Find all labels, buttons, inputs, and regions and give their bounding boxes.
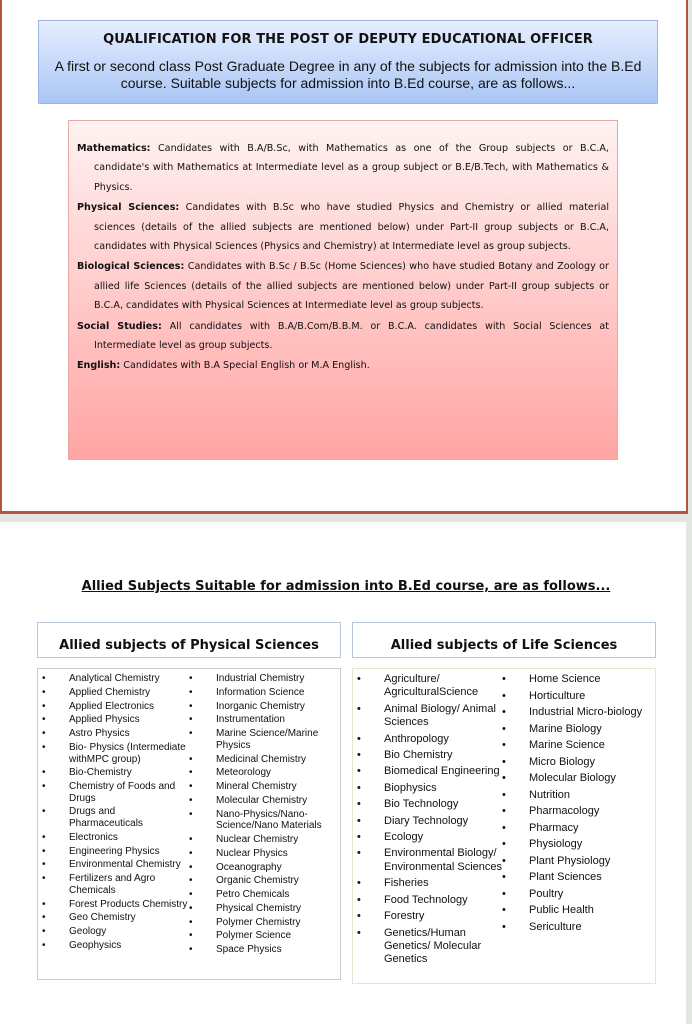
bullet-icon: • — [357, 732, 361, 745]
bullet-icon: • — [357, 910, 361, 923]
list-item — [498, 690, 658, 703]
bullet-icon: • — [502, 805, 506, 817]
list-item — [353, 894, 505, 907]
bullet-icon: • — [502, 838, 506, 850]
subject-label: Physical Sciences: — [77, 202, 180, 214]
list-item — [353, 782, 505, 795]
list-item — [38, 767, 190, 779]
bullet-icon: • — [42, 898, 46, 910]
bullet-icon: • — [357, 893, 361, 906]
list-item — [38, 714, 190, 726]
list-item-text: Animal Biology/ Animal Sciences — [384, 702, 496, 729]
list-item-text: Agriculture/ AgriculturalScience — [384, 673, 479, 699]
bullet-icon: • — [502, 854, 506, 867]
list-item-text: Food Technology — [384, 893, 468, 906]
bullet-icon: • — [42, 728, 46, 740]
list-item — [185, 930, 345, 942]
list-item — [38, 846, 190, 858]
list-item — [185, 903, 345, 915]
list-item-text: Horticulture — [529, 689, 586, 702]
qualification-page — [0, 0, 688, 514]
list-item — [353, 765, 505, 778]
list-item — [498, 855, 658, 868]
list-item-text: Analytical Chemistry — [69, 673, 160, 684]
list-item — [185, 875, 345, 887]
list-item-text: Marine Biology — [529, 722, 602, 735]
list-item-text: Fisheries — [384, 877, 429, 890]
bullet-icon: • — [357, 702, 361, 715]
list-item-text: Biophysics — [384, 781, 437, 794]
list-item-text: Molecular Biology — [529, 772, 616, 784]
list-item-text: Environmental Biology/ Environmental Sciences — [384, 847, 503, 873]
allied-subjects-heading: Allied Subjects Suitable for admission into B.Ed course, are as follows... — [81, 579, 611, 594]
bullet-icon: • — [357, 765, 361, 778]
bullet-icon: • — [42, 686, 46, 698]
list-item-text: Fertilizers and Agro Chemicals — [69, 873, 156, 896]
list-item-text: Poultry — [529, 887, 564, 900]
list-item — [353, 847, 505, 874]
list-item-text: Medicinal Chemistry — [216, 753, 307, 765]
subject-criteria-item — [77, 317, 609, 356]
bullet-icon: • — [502, 706, 506, 718]
allied-subjects-page — [0, 522, 686, 1024]
bullet-icon: • — [189, 834, 193, 845]
subject-label: English: — [77, 360, 121, 372]
bullet-icon: • — [42, 781, 46, 793]
bullet-icon: • — [357, 814, 361, 827]
subject-criteria-item — [77, 139, 609, 197]
bullet-icon: • — [502, 920, 506, 933]
bullet-icon: • — [189, 767, 193, 779]
bullet-icon: • — [357, 749, 361, 762]
bullet-icon: • — [357, 847, 361, 860]
list-item — [353, 733, 505, 746]
list-item — [185, 834, 345, 846]
list-item-text: Applied Chemistry — [69, 686, 151, 698]
list-item — [353, 910, 505, 923]
list-item — [38, 940, 190, 952]
list-item — [498, 789, 658, 802]
bullet-icon: • — [42, 831, 46, 843]
list-item — [38, 701, 190, 713]
list-item — [38, 742, 190, 765]
list-item-text: Nuclear Physics — [216, 847, 288, 859]
life-sciences-list — [352, 668, 656, 984]
list-item — [38, 806, 190, 829]
list-item-text: Sericulture — [529, 920, 582, 933]
list-item — [38, 926, 190, 938]
list-item-text: Public Health — [529, 904, 594, 916]
list-item-text: Plant Sciences — [529, 871, 602, 883]
list-item — [185, 673, 345, 685]
bullet-icon: • — [502, 673, 506, 685]
list-item — [353, 927, 505, 967]
list-item-text: Organic Chemistry — [216, 875, 299, 887]
subject-label: Mathematics: — [77, 143, 151, 154]
list-item-text: Applied Physics — [69, 714, 140, 726]
list-item-text: Physiology — [529, 838, 583, 850]
qualification-heading: QUALIFICATION FOR THE POST OF DEPUTY EDUCATIONAL OFFICER — [103, 32, 593, 47]
list-item-text: Nano-Physics/Nano-Science/Nano Materials — [216, 808, 322, 832]
bullet-icon: • — [42, 859, 46, 871]
bullet-icon: • — [502, 739, 506, 751]
bullet-icon: • — [357, 877, 361, 890]
list-item — [353, 877, 505, 890]
list-item — [353, 815, 505, 828]
subject-text: All candidates with B.A/B.Com/B.B.M. or B.C.A. candidates with Social Sciences at Intermediate level as group subjects. — [94, 320, 609, 352]
physical-sciences-title: Allied subjects of Physical Sciences — [59, 638, 319, 653]
list-item-text: Forestry — [384, 910, 425, 923]
bullet-icon: • — [189, 930, 193, 942]
list-item — [38, 899, 190, 911]
list-item — [38, 728, 190, 740]
list-item — [38, 873, 190, 896]
list-item — [38, 912, 190, 924]
list-item — [498, 756, 658, 769]
physical-list-column-1 — [38, 673, 190, 954]
list-item-text: Bio Chemistry — [384, 749, 453, 762]
list-item-text: Mineral Chemistry — [216, 781, 297, 793]
list-item-text: Nutrition — [529, 788, 570, 801]
life-sciences-header — [352, 622, 656, 658]
list-item-text: Space Physics — [216, 944, 282, 956]
list-item-text: Geology — [69, 926, 107, 938]
list-item — [185, 917, 345, 929]
list-item — [353, 831, 505, 844]
list-item-text: Molecular Chemistry — [216, 794, 308, 806]
list-item — [185, 767, 345, 779]
list-item-text: Home Science — [529, 673, 601, 685]
list-item-text: Applied Electronics — [69, 700, 155, 712]
bullet-icon: • — [502, 689, 506, 702]
list-item-text: Genetics/Human Genetics/ Molecular Genetics — [384, 926, 482, 966]
list-item-text: Oceanography — [216, 861, 282, 873]
bullet-icon: • — [189, 700, 193, 712]
list-item — [498, 673, 658, 686]
bullet-icon: • — [189, 714, 193, 726]
subject-criteria-item — [77, 198, 609, 256]
list-item-text: Marine Science/Marine Physics — [216, 728, 319, 751]
list-item — [353, 703, 505, 730]
bullet-icon: • — [42, 926, 46, 938]
bullet-icon: • — [189, 753, 193, 765]
list-item-text: Chemistry of Foods and Drugs — [69, 781, 176, 804]
life-list-column-1 — [353, 673, 505, 970]
bullet-icon: • — [502, 788, 506, 801]
bullet-icon: • — [189, 902, 193, 914]
list-item — [353, 749, 505, 762]
life-sciences-title: Allied subjects of Life Sciences — [390, 638, 618, 653]
bullet-icon: • — [502, 755, 506, 768]
list-item-text: Marine Science — [529, 739, 605, 751]
bullet-icon: • — [189, 861, 193, 873]
list-item-text: Micro Biology — [529, 755, 596, 768]
subject-criteria-item — [77, 257, 609, 315]
list-item-text: Nuclear Chemistry — [216, 834, 299, 845]
bullet-icon: • — [502, 871, 506, 883]
bullet-icon: • — [502, 821, 506, 834]
list-item-text: Polymer Science — [216, 930, 292, 942]
list-item-text: Pharmacy — [529, 821, 579, 834]
bullet-icon: • — [357, 798, 361, 811]
subject-text: Candidates with B.A Special English or M.A English. — [120, 360, 370, 372]
list-item — [185, 889, 345, 901]
subject-criteria-box — [68, 120, 618, 460]
bullet-icon: • — [502, 722, 506, 735]
subject-criteria-item — [77, 356, 609, 375]
subject-text: Candidates with B.Sc / B.Sc (Home Sciences) who have studied Botany and Zoology or allied life Sciences (details of the allied subjects are mentioned below) under Part-II group subjects or B.C.A, candidates with Physical Sciences at Intermediate level as group subjects. — [94, 261, 609, 312]
list-item — [38, 687, 190, 699]
bullet-icon: • — [357, 831, 361, 844]
bullet-icon: • — [42, 767, 46, 779]
bullet-icon: • — [42, 714, 46, 726]
list-item — [498, 706, 658, 719]
list-item — [185, 809, 345, 832]
bullet-icon: • — [42, 873, 46, 885]
subject-text: Candidates with B.Sc who have studied Physics and Chemistry or allied material sciences (details of the allied subjects are mentioned below) under Part-II group subjects or B.C.A, candidates with Physical Sciences (Physics and Chemistry) at Intermediate level as group subjects. — [94, 202, 609, 253]
subject-text: Candidates with B.A/B.Sc, with Mathematics as one of the Group subjects or B.C.A, candidate's with Mathematics at Intermediate level as a group subject or B.E/B.Tech, with Mathematics & Physics. — [94, 143, 609, 193]
list-item-text: Information Science — [216, 686, 305, 698]
bullet-icon: • — [42, 845, 46, 857]
list-item — [185, 687, 345, 699]
list-item — [185, 714, 345, 726]
bullet-icon: • — [502, 904, 506, 916]
list-item — [498, 772, 658, 785]
list-item — [185, 754, 345, 766]
list-item — [498, 888, 658, 901]
list-item-text: Forest Products Chemistry — [69, 898, 188, 910]
list-item — [498, 739, 658, 752]
list-item-text: Anthropology — [384, 732, 449, 745]
bullet-icon: • — [189, 916, 193, 928]
list-item — [185, 944, 345, 956]
list-item — [498, 822, 658, 835]
bullet-icon: • — [357, 926, 361, 939]
bullet-icon: • — [189, 944, 193, 956]
list-item-text: Petro Chemicals — [216, 889, 290, 901]
list-item — [38, 673, 190, 685]
bullet-icon: • — [189, 781, 193, 793]
subject-label: Biological Sciences: — [77, 261, 185, 273]
bullet-icon: • — [189, 794, 193, 806]
list-item — [185, 728, 345, 751]
list-item-text: Polymer Chemistry — [216, 916, 301, 928]
list-item — [498, 921, 658, 934]
list-item-text: Meteorology — [216, 767, 272, 779]
physical-list-column-2 — [185, 673, 345, 958]
bullet-icon: • — [357, 781, 361, 794]
list-item-text: Bio- Physics (Intermediate withMPC group) — [69, 741, 186, 765]
list-item — [498, 904, 658, 917]
list-item — [185, 848, 345, 860]
list-item-text: Geo Chemistry — [69, 912, 136, 924]
list-item — [185, 701, 345, 713]
list-item-text: Plant Physiology — [529, 854, 611, 867]
list-item — [498, 805, 658, 818]
list-item-text: Biomedical Engineering — [384, 765, 500, 778]
bullet-icon: • — [42, 912, 46, 924]
list-item-text: Bio Technology — [384, 798, 459, 811]
bullet-icon: • — [42, 700, 46, 712]
list-item-text: Ecology — [384, 831, 424, 844]
list-item — [498, 871, 658, 884]
physical-sciences-header — [37, 622, 341, 658]
bullet-icon: • — [189, 673, 193, 684]
bullet-icon: • — [502, 887, 506, 900]
list-item-text: Environmental Chemistry — [69, 859, 181, 871]
list-item — [185, 795, 345, 807]
bullet-icon: • — [357, 673, 361, 685]
bullet-icon: • — [189, 875, 193, 887]
list-item — [353, 798, 505, 811]
physical-sciences-list — [37, 668, 341, 980]
list-item-text: Pharmacology — [529, 805, 600, 817]
list-item-text: Engineering Physics — [69, 845, 160, 857]
bullet-icon: • — [189, 808, 193, 820]
bullet-icon: • — [42, 806, 46, 818]
list-item-text: Astro Physics — [69, 728, 130, 740]
list-item-text: Drugs and Pharmaceuticals — [69, 806, 143, 830]
bullet-icon: • — [189, 847, 193, 859]
list-item — [185, 781, 345, 793]
bullet-icon: • — [189, 889, 193, 901]
list-item-text: Geophysics — [69, 939, 122, 951]
list-item — [38, 781, 190, 804]
list-item — [498, 838, 658, 851]
list-item-text: Industrial Chemistry — [216, 673, 305, 684]
bullet-icon: • — [189, 728, 193, 740]
list-item-text: Electronics — [69, 831, 118, 843]
list-item-text: Instrumentation — [216, 714, 285, 726]
subject-label: Social Studies: — [77, 320, 162, 332]
qualification-header-box — [38, 20, 658, 104]
list-item — [185, 862, 345, 874]
bullet-icon: • — [502, 772, 506, 784]
list-item-text: Bio-Chemistry — [69, 767, 132, 779]
bullet-icon: • — [42, 673, 46, 684]
list-item-text: Industrial Micro-biology — [529, 706, 643, 718]
list-item — [38, 832, 190, 844]
list-item — [38, 859, 190, 871]
list-item — [353, 673, 505, 700]
list-item-text: Physical Chemistry — [216, 902, 302, 914]
list-item — [498, 723, 658, 736]
bullet-icon: • — [42, 939, 46, 951]
list-item-text: Inorganic Chemistry — [216, 700, 305, 712]
qualification-description: A first or second class Post Graduate Degree in any of the subjects for admission into the B.Ed course. Suitable subjects for admission into B.Ed course, are as follows... — [54, 58, 642, 91]
bullet-icon: • — [189, 686, 193, 698]
list-item-text: Diary Technology — [384, 814, 469, 827]
life-list-column-2 — [498, 673, 658, 937]
bullet-icon: • — [42, 741, 46, 753]
